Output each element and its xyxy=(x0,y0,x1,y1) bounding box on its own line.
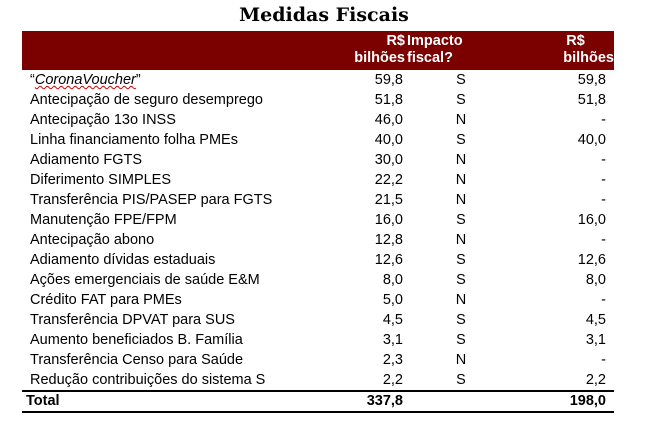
total-label: Total xyxy=(26,393,60,409)
row-impact: S xyxy=(456,332,466,348)
row-fiscal-value: - xyxy=(601,112,606,128)
row-impact: S xyxy=(456,372,466,388)
row-name: Manutenção FPE/FPM xyxy=(30,212,177,228)
header-fiscal-line-2: bilhões xyxy=(563,50,614,66)
table-row xyxy=(22,90,614,110)
quote-open: “ xyxy=(30,72,35,88)
row-impact: N xyxy=(455,232,467,248)
table-row xyxy=(22,190,614,210)
header-impact-line-1: Impacto xyxy=(407,33,463,49)
table-row xyxy=(22,130,614,150)
row-name: Crédito FAT para PMEs xyxy=(30,292,182,308)
table-row xyxy=(22,250,614,270)
table-row xyxy=(22,150,614,170)
row-impact: S xyxy=(456,312,466,328)
table-row xyxy=(22,110,614,130)
row-value: 59,8 xyxy=(374,72,403,88)
table-footer xyxy=(22,391,614,412)
total-value: 337,8 xyxy=(366,393,403,409)
table-row xyxy=(22,70,614,90)
header-value-line-1: R$ xyxy=(386,33,405,49)
row-name: Antecipação de seguro desemprego xyxy=(30,92,263,108)
row-value: 12,8 xyxy=(374,232,403,248)
row-name: Transferência PIS/PASEP para FGTS xyxy=(30,192,273,208)
table-row xyxy=(22,210,614,230)
row-fiscal-value: 12,6 xyxy=(577,252,606,268)
header-impact-line-2: fiscal? xyxy=(407,50,453,66)
table-row xyxy=(22,230,614,250)
row-fiscal-value: - xyxy=(601,352,606,368)
row-value: 40,0 xyxy=(374,132,403,148)
row-value: 4,5 xyxy=(382,312,403,328)
header-row xyxy=(22,31,614,70)
row-name: Ações emergenciais de saúde E&M xyxy=(30,272,260,288)
row-fiscal-value: 51,8 xyxy=(577,92,606,108)
row-fiscal-value: 3,1 xyxy=(585,332,606,348)
header-fiscal-line-1: R$ xyxy=(566,33,585,49)
table-body xyxy=(22,70,614,391)
row-value: 3,1 xyxy=(382,332,403,348)
table-row xyxy=(22,370,614,391)
row-value: 21,5 xyxy=(374,192,403,208)
header-value-cell xyxy=(292,31,407,70)
row-value: 22,2 xyxy=(374,172,403,188)
table-header xyxy=(22,31,614,70)
row-name: Diferimento SIMPLES xyxy=(30,172,172,188)
table-row xyxy=(22,170,614,190)
quote-close: ” xyxy=(135,72,141,88)
table-row xyxy=(22,330,614,350)
table-row xyxy=(22,310,614,330)
row-fiscal-value: - xyxy=(601,232,606,248)
row-value: 2,2 xyxy=(382,372,403,388)
row-impact: S xyxy=(456,212,466,228)
row-impact: S xyxy=(456,92,466,108)
row-name: Antecipação abono xyxy=(30,232,155,248)
total-impact-empty xyxy=(407,391,497,412)
row-name: Adiamento dívidas estaduais xyxy=(30,252,216,268)
row-value: 30,0 xyxy=(374,152,403,168)
row-impact: S xyxy=(456,272,466,288)
row-fiscal-value: - xyxy=(601,172,606,188)
row-fiscal-value: 4,5 xyxy=(585,312,606,328)
row-fiscal-value: 40,0 xyxy=(577,132,606,148)
row-impact: N xyxy=(455,172,467,188)
row-value: 12,6 xyxy=(374,252,403,268)
row-fiscal-value: - xyxy=(601,292,606,308)
row-impact: S xyxy=(456,72,466,88)
row-fiscal-value: 2,2 xyxy=(585,372,606,388)
row-name xyxy=(22,70,292,90)
row-name: Aumento beneficiados B. Família xyxy=(30,332,243,348)
row-value: 51,8 xyxy=(374,92,403,108)
row-impact: N xyxy=(455,112,467,128)
table-row xyxy=(22,270,614,290)
total-row xyxy=(22,391,614,412)
row-fiscal-value: - xyxy=(601,152,606,168)
total-fiscal-value: 198,0 xyxy=(569,393,606,409)
row-name: Linha financiamento folha PMEs xyxy=(30,132,238,148)
row-name: Antecipação 13o INSS xyxy=(30,112,176,128)
row-impact: N xyxy=(455,152,467,168)
row-fiscal-value: 8,0 xyxy=(585,272,606,288)
row-name: Adiamento FGTS xyxy=(30,152,143,168)
row-name-text: CoronaVoucher xyxy=(34,72,136,88)
header-impact-cell xyxy=(407,31,497,70)
table-row xyxy=(22,350,614,370)
fiscal-measures-table xyxy=(22,31,614,413)
row-fiscal-value: 16,0 xyxy=(577,212,606,228)
page-title: Medidas Fiscais xyxy=(239,4,409,26)
row-impact: N xyxy=(455,192,467,208)
row-name: Redução contribuições do sistema S xyxy=(30,372,266,388)
header-fiscal-value-cell xyxy=(497,31,614,70)
row-impact: S xyxy=(456,252,466,268)
row-impact: S xyxy=(456,132,466,148)
row-value: 46,0 xyxy=(374,112,403,128)
header-name-cell xyxy=(22,31,292,70)
row-fiscal-value: 59,8 xyxy=(577,72,606,88)
table-row xyxy=(22,290,614,310)
row-value: 16,0 xyxy=(374,212,403,228)
row-impact: N xyxy=(455,352,467,368)
row-value: 5,0 xyxy=(382,292,403,308)
row-name: Transferência Censo para Saúde xyxy=(30,352,244,368)
header-value-line-2: bilhões xyxy=(354,50,405,66)
row-impact: N xyxy=(455,292,467,308)
row-value: 8,0 xyxy=(382,272,403,288)
row-name: Transferência DPVAT para SUS xyxy=(30,312,235,328)
row-value: 2,3 xyxy=(382,352,403,368)
row-fiscal-value: - xyxy=(601,192,606,208)
